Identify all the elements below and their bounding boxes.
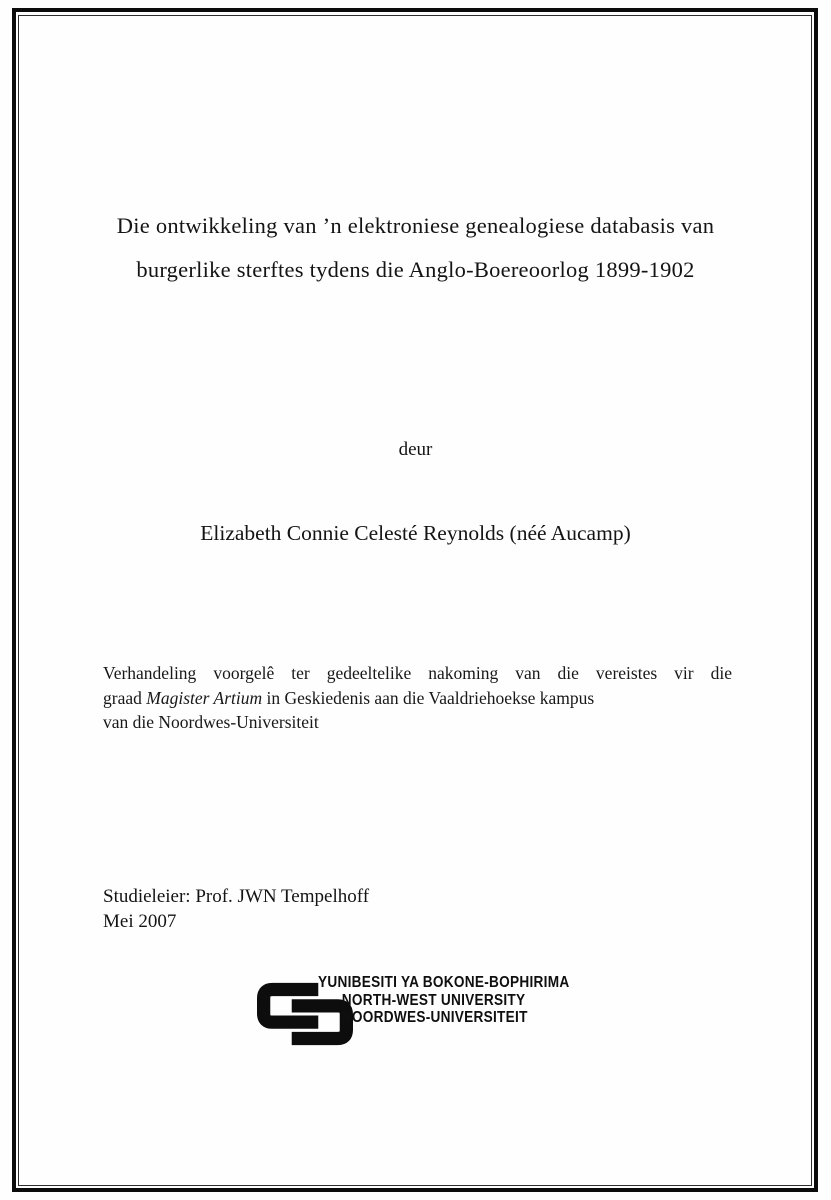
university-logo-text xyxy=(318,974,569,1027)
supervisor-block xyxy=(103,884,369,934)
thesis-statement-line3: van die Noordwes-Universiteit xyxy=(103,712,319,732)
date-line: Mei 2007 xyxy=(103,911,177,932)
thesis-title-line1: Die ontwikkeling van ’n elektroniese genealogiese databasis van xyxy=(116,213,715,238)
supervisor-line: Studieleier: Prof. JWN Tempelhoff xyxy=(103,886,370,907)
statement-degree-name: Magister Artium xyxy=(146,687,263,708)
thesis-statement xyxy=(103,661,732,735)
thesis-title-line2: burgerlike sterftes tydens die Anglo-Boereoorlog 1899-1902 xyxy=(136,257,695,282)
statement-line2-post: in Geskiedenis aan die Vaaldriehoekse kampus xyxy=(262,687,595,708)
thesis-title xyxy=(0,204,831,292)
byline-preposition: deur xyxy=(398,439,433,460)
thesis-statement-line2 xyxy=(103,686,732,711)
thesis-statement-line1: Verhandeling voorgelê ter gedeeltelike nakoming van die vereistes vir die xyxy=(103,663,732,683)
statement-line2-pre: graad xyxy=(103,687,147,708)
author-name: Elizabeth Connie Celesté Reynolds (néé Aucamp) xyxy=(200,521,631,545)
logo-text-afrikaans: NOORDWES-UNIVERSITEIT xyxy=(341,1009,528,1026)
logo-text-english: NORTH-WEST UNIVERSITY xyxy=(341,991,526,1009)
logo-text-setswana: YUNIBESITI YA BOKONE-BOPHIRIMA xyxy=(318,974,570,991)
